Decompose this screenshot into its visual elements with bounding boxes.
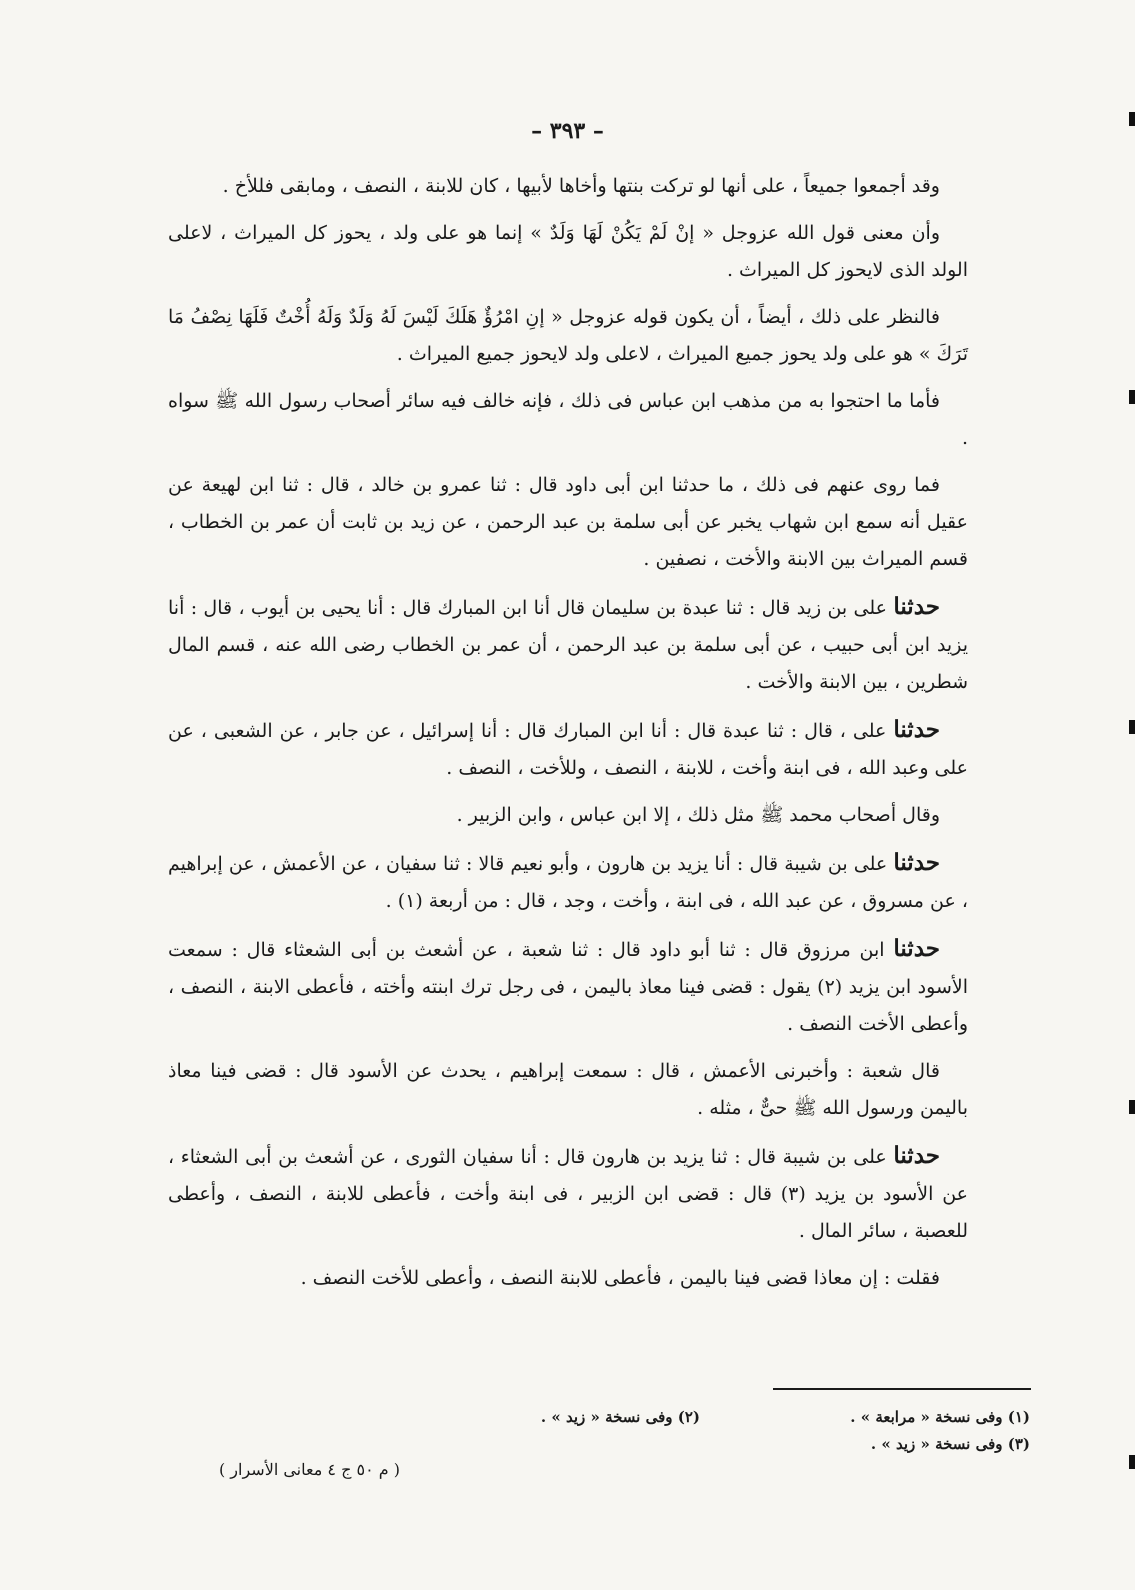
footnote-divider bbox=[773, 1388, 1031, 1390]
paragraph-text: فقلت : إن معاذا قضى فينا باليمن ، فأعطى للابنة النصف ، وأعطى للأخت النصف . bbox=[300, 1267, 940, 1289]
paragraph-text: وقد أجمعوا جميعاً ، على أنها لو تركت بنتها وأخاها لأبيها ، كان للابنة ، النصف ، ومابقى فللأخ . bbox=[222, 175, 940, 197]
page-number: – ٣٩٣ – bbox=[531, 118, 604, 144]
paragraph bbox=[168, 299, 968, 373]
scan-edge-mark bbox=[1129, 390, 1135, 404]
hadith-lead-word: حدثنا bbox=[893, 593, 940, 620]
paragraph bbox=[168, 467, 968, 578]
paragraph bbox=[168, 797, 968, 834]
footnote-row bbox=[370, 1404, 1030, 1431]
paragraph-text: فالنظر على ذلك ، أيضاً ، أن يكون قوله عزوجل « إنِ امْرُؤٌ هَلَكَ لَيْسَ لَهُ وَلَدٌ وَلَهُ أُخْتٌ فَلَهَا نِصْفُ مَا تَرَكَ » هو على ولد يحوز جميع الميراث ، لاعلى ولد لايحوز جميع الميراث . bbox=[168, 306, 968, 365]
main-text bbox=[168, 168, 968, 1307]
footnote-3: (٣) وفى نسخة « زيد » . bbox=[870, 1435, 1030, 1453]
paragraph-text: ابن مرزوق قال : ثنا أبو داود قال : ثنا شعبة ، عن أشعث بن أبى الشعثاء قال : سمعت الأسود ابن يزيد (٢) يقول : قضى فينا معاذ باليمن ، فى رجل ترك ابنته وأخته ، فأعطى الابنة ، النصف ، وأعطى الأخت النصف . bbox=[168, 939, 968, 1035]
scan-edge-mark bbox=[1129, 112, 1135, 126]
paragraph bbox=[168, 1053, 968, 1127]
hadith-lead-word: حدثنا bbox=[893, 849, 940, 876]
footnote-row bbox=[370, 1431, 1030, 1458]
paragraph-text: على بن زيد قال : ثنا عبدة بن سليمان قال أنا ابن المبارك قال : أنا يحيى بن أيوب ، قال : أنا يزيد ابن أبى حبيب ، عن أبى سلمة بن عبد الرحمن ، أن عمر بن الخطاب رضى الله عنه ، قسم المال شطرين ، بين الابنة والأخت . bbox=[168, 597, 968, 693]
paragraph bbox=[168, 844, 968, 920]
hadith-lead-word: حدثنا bbox=[893, 1142, 940, 1169]
paragraph-text: فأما ما احتجوا به من مذهب ابن عباس فى ذلك ، فإنه خالف فيه سائر أصحاب رسول الله ﷺ سواه . bbox=[168, 390, 968, 449]
paragraph-text: فما روى عنهم فى ذلك ، ما حدثنا ابن أبى داود قال : ثنا عمرو بن خالد ، قال : ثنا ابن لهيعة عن عقيل أنه سمع ابن شهاب يخبر عن أبى سلمة بن عبد الرحمن ، عن زيد بن ثابت أن عمر بن الخطاب ، قسم الميراث بين الابنة والأخت ، نصفين . bbox=[168, 474, 968, 570]
scan-edge-mark bbox=[1129, 1100, 1135, 1114]
paragraph bbox=[168, 383, 968, 457]
paragraph-text: على بن شيبة قال : ثنا يزيد بن هارون قال : أنا سفيان الثورى ، عن أشعث بن أبى الشعثاء ، عن الأسود بن يزيد (٣) قال : قضى ابن الزبير ، فى ابنة وأخت ، فأعطى للابنة ، النصف ، وأعطى للعصبة ، سائر المال . bbox=[168, 1146, 968, 1242]
paragraph-text: على بن شيبة قال : أنا يزيد بن هارون ، وأبو نعيم قالا : ثنا سفيان ، عن الأعمش ، عن إبراهيم ، عن مسروق ، عن عبد الله ، فى ابنة ، وأخت ، وجد ، قال : من أربعة (١) . bbox=[168, 853, 968, 912]
footnotes bbox=[370, 1404, 1030, 1458]
paragraph bbox=[168, 215, 968, 289]
paragraph bbox=[168, 1137, 968, 1250]
paragraph bbox=[168, 168, 968, 205]
paragraph-text: وأن معنى قول الله عزوجل « إنْ لَمْ يَكُنْ لَهَا وَلَدٌ » إنما هو على ولد ، يحوز كل الميراث ، لاعلى الولد الذى لايحوز كل الميراث . bbox=[168, 222, 968, 281]
page-signature: ( م ٥٠ ج ٤ معانى الأسرار ) bbox=[218, 1460, 400, 1479]
paragraph bbox=[168, 588, 968, 701]
paragraph bbox=[168, 711, 968, 787]
paragraph-text: وقال أصحاب محمد ﷺ مثل ذلك ، إلا ابن عباس ، وابن الزبير . bbox=[456, 804, 940, 826]
scan-edge-mark bbox=[1129, 720, 1135, 734]
scan-edge-mark bbox=[1129, 1455, 1135, 1469]
paragraph-text: قال شعبة : وأخبرنى الأعمش ، قال : سمعت إبراهيم ، يحدث عن الأسود قال : قضى فينا معاذ باليمن ورسول الله ﷺ حىٌّ ، مثله . bbox=[168, 1060, 968, 1119]
footnote-1: (١) وفى نسخة « مرابعة » . bbox=[850, 1408, 1030, 1426]
paragraph-text: على ، قال : ثنا عبدة قال : أنا ابن المبارك قال : أنا إسرائيل ، عن جابر ، عن الشعبى ، عن على وعبد الله ، فى ابنة وأخت ، للابنة ، النصف ، وللأخت ، النصف . bbox=[168, 720, 968, 779]
hadith-lead-word: حدثنا bbox=[893, 716, 940, 743]
hadith-lead-word: حدثنا bbox=[893, 935, 940, 962]
paragraph bbox=[168, 930, 968, 1043]
paragraph bbox=[168, 1260, 968, 1297]
footnote-2: (٢) وفى نسخة « زيد » . bbox=[540, 1408, 700, 1426]
